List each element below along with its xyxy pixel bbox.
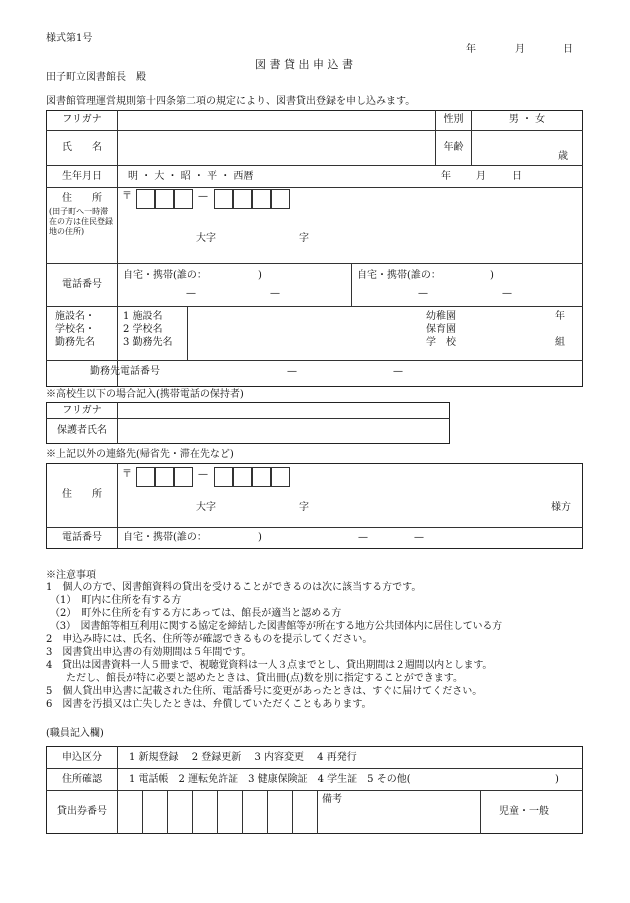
- other-phone-close: ): [258, 532, 262, 543]
- addressee: 田子町立図書館長 殿: [46, 72, 146, 83]
- other-postal-dash: —: [198, 469, 208, 480]
- school-types: 幼稚園 保育園 学 校: [426, 311, 456, 348]
- guardian-furigana-label: フリガナ: [62, 405, 102, 416]
- phone2-dash-1: —: [418, 288, 428, 299]
- note-line: （3） 図書館等相互利用に関する協定を締結した図書館等が所在する地方公共団体内に居住している方: [50, 621, 502, 632]
- guardian-furigana-field[interactable]: [118, 403, 448, 417]
- other-phone-prefix: 自宅・携帯(誰の：: [123, 532, 207, 543]
- phone1-dash-1: —: [186, 288, 196, 299]
- address-check-options[interactable]: 1 電話帳 2 運転免許証 3 健康保険証 4 学生証 5 その他(: [129, 774, 411, 785]
- form-number: 様式第1号: [46, 33, 93, 44]
- phone1-dash-2: —: [270, 288, 280, 299]
- other-phone-dash-1: —: [358, 532, 368, 543]
- date-year-label: 年: [466, 44, 476, 55]
- note-line: （2） 町外に住所を有する方にあっては、館長が適当と認める方: [50, 608, 342, 619]
- remarks-label: 備考: [322, 794, 342, 805]
- birth-day-label: 日: [512, 171, 522, 182]
- other-oaza-label: 大字: [196, 502, 216, 513]
- address-note: (田子町へ一時滞在の方は住民登録地の住所): [49, 207, 113, 236]
- era-options[interactable]: 明 ・ 大 ・ 昭 ・ 平 ・ 西暦: [128, 171, 254, 182]
- other-phone-label: 電話番号: [62, 532, 102, 543]
- other-postal-mark: 〒: [122, 469, 132, 480]
- phone1-prefix: 自宅・携帯(誰の：: [123, 270, 207, 281]
- school-units: 年 組: [555, 311, 565, 348]
- work-phone-dash-1: —: [287, 366, 297, 377]
- staff-section-title: (職員記入欄): [46, 728, 104, 739]
- note-line: 2 申込み時には、氏名、住所等が確認できるものを提示してください。: [46, 634, 373, 645]
- postal-mark: 〒: [122, 191, 132, 202]
- form-title: 図 書 貸 出 申 込 書: [255, 58, 353, 71]
- facility-label: 施設名・ 学校名・ 勤務先名: [55, 311, 95, 348]
- intro-text: 図書館管理運営規則第十四条第二項の規定により、図書貸出登録を申し込みます。: [46, 96, 416, 107]
- note-line: 1 個人の方で、図書館資料の貸出を受けることができるのは次に該当する方です。: [46, 582, 422, 593]
- facility-options[interactable]: 1 施設名 2 学校名 3 勤務先名: [123, 311, 173, 348]
- note-line: ただし、館長が特に必要と認めたときは、貸出冊(点)数を別に指定することができます。: [46, 673, 464, 684]
- aza-label: 字: [299, 233, 309, 244]
- birth-year-label: 年: [441, 171, 451, 182]
- phone1-close: ): [258, 270, 262, 281]
- phone-label: 電話番号: [62, 279, 102, 290]
- note-line: 4 貸出は図書資料一人５冊まで、視聴覚資料は一人３点までとし、貸出期間は２週間以内とします。: [46, 660, 493, 671]
- other-contact-title: ※上記以外の連絡先(帰省先・滞在先など): [46, 449, 234, 460]
- work-phone-label: 勤務先電話番号: [90, 366, 160, 377]
- work-phone-dash-2: —: [393, 366, 403, 377]
- note-line: 6 図書を汚損又は亡失したときは、弁償していただくこともあります。: [46, 699, 372, 710]
- phone2-close: ): [490, 270, 494, 281]
- name-field[interactable]: [118, 131, 434, 164]
- address-label: 住 所: [62, 193, 102, 204]
- phone2-prefix: 自宅・携帯(誰の：: [357, 270, 441, 281]
- age-unit: 歳: [558, 151, 568, 162]
- address-check-close: ): [555, 774, 559, 785]
- application-type-options[interactable]: 1 新規登録 2 登録更新 3 内容変更 4 再発行: [129, 752, 357, 763]
- phone2-dash-2: —: [502, 288, 512, 299]
- age-label: 年齢: [443, 142, 464, 153]
- date-month-label: 月: [515, 44, 525, 55]
- other-phone-dash-2: —: [414, 532, 424, 543]
- notes-title: ※注意事項: [46, 570, 96, 581]
- oaza-label: 大字: [196, 233, 216, 244]
- guardian-section-title: ※高校生以下の場合記入(携帯電話の保持者): [46, 389, 244, 400]
- guardian-name-field[interactable]: [118, 419, 448, 443]
- note-line: （1） 町内に住所を有する方: [50, 595, 182, 606]
- name-label: 氏 名: [62, 142, 102, 153]
- other-aza-label: 字: [299, 502, 309, 513]
- other-address-label: 住 所: [62, 489, 102, 500]
- postal-dash: —: [198, 191, 208, 202]
- date-day-label: 日: [563, 44, 573, 55]
- note-line: 5 個人貸出申込書に記載された住所、電話番号に変更があったときは、すぐに届けてください。: [46, 686, 483, 697]
- gender-label: 性別: [443, 114, 464, 125]
- address-check-label: 住所確認: [62, 774, 102, 785]
- user-category[interactable]: 児童・一般: [499, 806, 549, 817]
- birth-month-label: 月: [476, 171, 486, 182]
- sama-label: 様方: [551, 502, 571, 513]
- gender-options[interactable]: 男 ・ 女: [508, 114, 546, 125]
- card-number-label: 貸出券番号: [57, 806, 107, 817]
- furigana-label: フリガナ: [62, 114, 102, 125]
- note-line: 3 図書貸出申込書の有効期間は５年間です。: [46, 647, 252, 658]
- application-type-label: 申込区分: [62, 752, 102, 763]
- birthdate-label: 生年月日: [62, 171, 102, 182]
- guardian-name-label: 保護者氏名: [57, 425, 107, 436]
- furigana-field[interactable]: [118, 111, 434, 129]
